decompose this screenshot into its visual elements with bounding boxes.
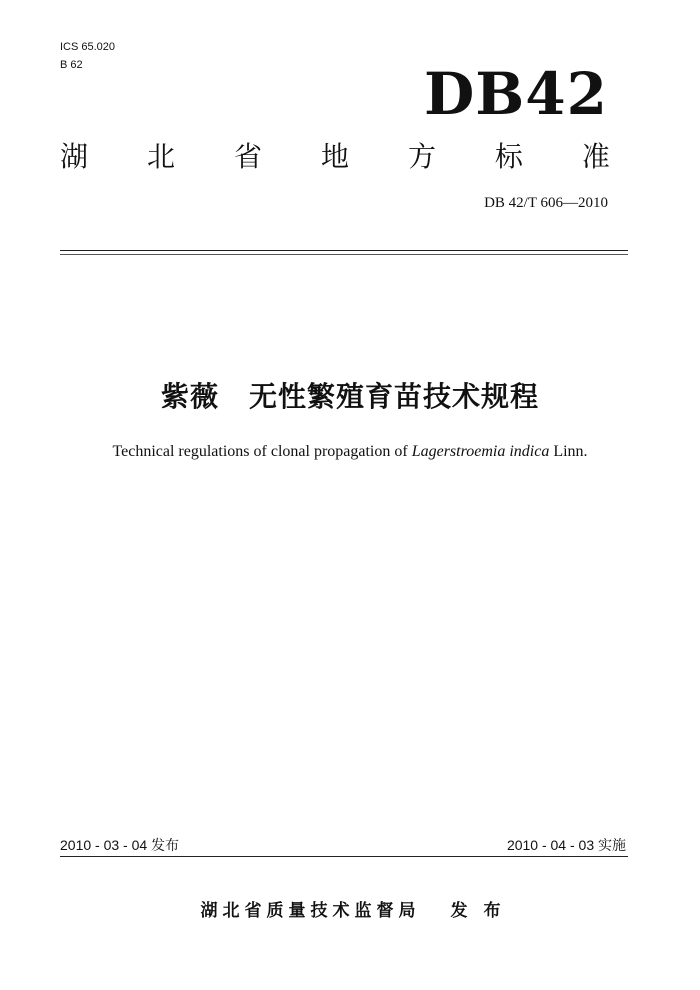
header-divider xyxy=(60,250,628,251)
standard-type-char: 标 xyxy=(494,140,523,173)
title-english xyxy=(0,442,700,462)
publisher-line xyxy=(0,900,700,922)
footer-divider xyxy=(60,856,628,857)
standard-type-char: 方 xyxy=(407,140,436,173)
standard-type-char: 准 xyxy=(581,140,610,173)
classification-code: B 62 xyxy=(60,59,83,71)
implementation-date: 2010 - 04 - 03 实施 xyxy=(506,837,626,853)
standard-code-logo: DB42 xyxy=(423,60,608,128)
standard-type-char: 地 xyxy=(320,140,349,173)
title-en-suffix: Linn. xyxy=(549,443,588,460)
issue-date: 2010 - 03 - 04 发布 xyxy=(60,837,180,853)
ics-code: ICS 65.020 xyxy=(60,41,116,53)
standard-type-char: 省 xyxy=(233,140,262,173)
title-en-species: Lagerstroemia indica xyxy=(411,443,550,460)
header-divider-thin xyxy=(60,254,628,255)
title-subject: 无性繁殖育苗技术规程 xyxy=(249,380,540,413)
standard-type-char: 北 xyxy=(146,140,175,173)
title-en-prefix: Technical regulations of clonal propagation of xyxy=(112,443,412,460)
title-plant-name: 紫薇 xyxy=(160,380,219,413)
publisher-name: 湖北省质量技术监督局 xyxy=(200,901,421,921)
publisher-issue-word: 发 布 xyxy=(450,901,506,921)
standard-number: DB 42/T 606—2010 xyxy=(484,195,608,211)
standard-type-char: 湖 xyxy=(60,140,89,173)
standard-type-heading xyxy=(60,140,610,174)
title-chinese xyxy=(0,380,700,414)
